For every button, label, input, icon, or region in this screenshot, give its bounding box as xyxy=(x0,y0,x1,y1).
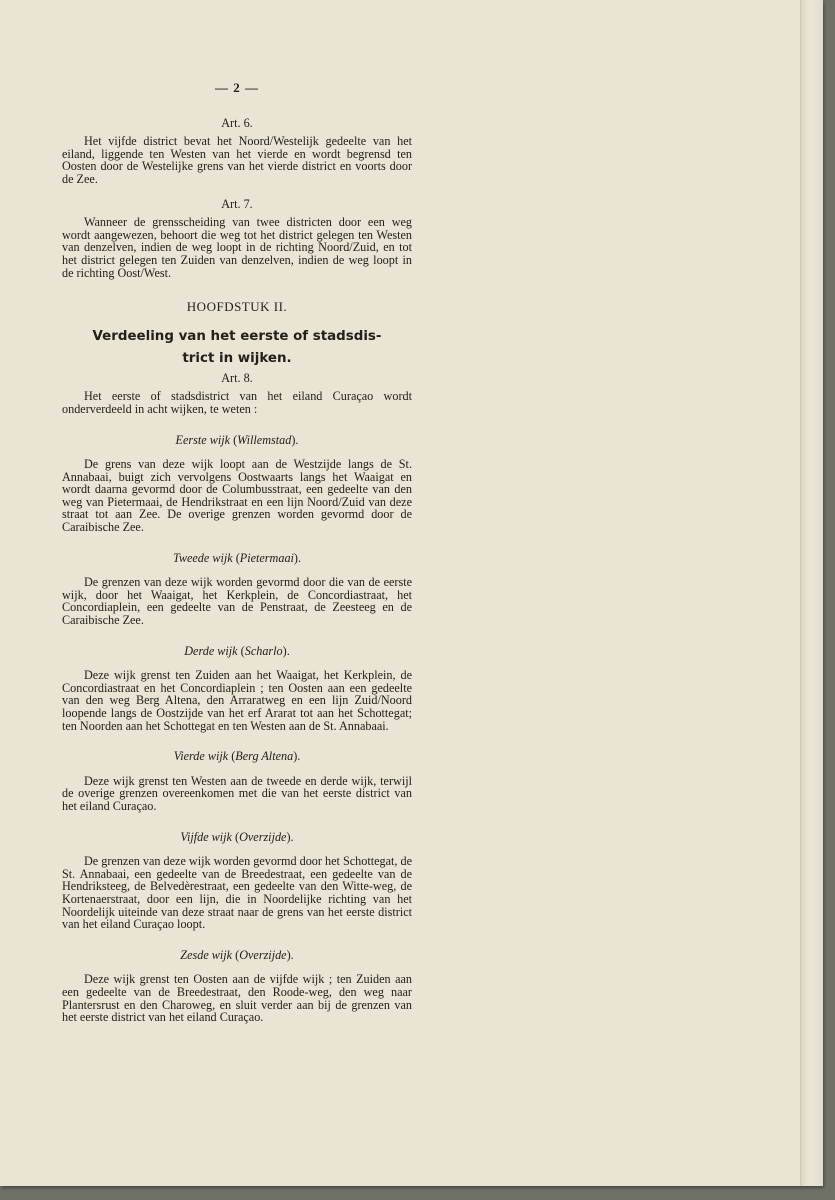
wijk-place: Berg Altena xyxy=(235,749,294,764)
article-7-text: Wanneer de grensscheiding van twee districten door een weg wordt aangewezen, behoort die weg tot het district gelegen ten Westen van denzelven, indien de weg loopt in de richting Noord/Zuid, en tot het district gelegen ten Zuiden van denzelven, indien de weg loopt in de richting Oost/West. xyxy=(62,215,412,280)
wijk-name: Vijfde wijk xyxy=(180,829,232,844)
binding-strip xyxy=(800,0,823,1186)
wijk-text: Deze wijk grenst ten Zuiden aan het Waaigat, het Kerkplein, de Concordiastraat en het Concordiaplein ; ten Oosten aan een gedeelte van den weg Berg Altena, den Arraratweg en een lijn Zuid/Noord loopende langs de Oostzijde van het erf Ararat tot aan het Schottegat; ten Noorden aan het Schottegat en ten Westen aan de St. Annabaai. xyxy=(62,668,412,733)
wijk-text: De grenzen van deze wijk worden gevormd door die van de eerste wijk, door het Waaigat, het Kerkplein, de Concordiastraat, het Concordiaplein, een gedeelte van de Penstraat, de Zeesteeg en de Caraibische Zee. xyxy=(62,575,412,628)
wijk-heading: Zesde wijk (Overzijde). xyxy=(180,947,294,962)
wijk-heading: Eerste wijk (Willemstad). xyxy=(175,432,299,447)
wijk-place: Willemstad xyxy=(237,432,292,447)
chapter-heading-line-1: Verdeeling van het eerste of stadsdis- xyxy=(92,328,382,344)
chapter-title: HOOFDSTUK II. xyxy=(186,299,288,315)
article-8-text: Het eerste of stadsdistrict van het eiland Curaçao wordt onderverdeeld in acht wijken, te weten : xyxy=(62,389,412,416)
wijk-name: Zesde wijk xyxy=(180,947,233,962)
article-7-title: Art. 7. xyxy=(221,196,253,211)
wijk-heading: Tweede wijk (Pietermaai). xyxy=(172,550,302,565)
wijk-name: Vierde wijk xyxy=(173,749,229,764)
wijk-name: Derde wijk xyxy=(184,643,238,658)
wijk-place: Pietermaai xyxy=(239,550,294,565)
wijk-name: Tweede wijk xyxy=(172,550,233,565)
wijk-text: Deze wijk grenst ten Oosten aan de vijfde wijk ; ten Zuiden aan een gedeelte van de Breedestraat, den Roode-weg, den weg naar Plantersrust en den Charoweg, en sluit verder aan bij de grenzen van het eerste district van het eiland Curaçao. xyxy=(62,972,412,1025)
wijk-place: Overzijde xyxy=(239,947,287,962)
wijk-heading: Vijfde wijk (Overzijde). xyxy=(180,829,294,844)
article-6-text: Het vijfde district bevat het Noord/Westelijk gedeelte van het eiland, liggende ten Westen van het vierde en wordt begrensd ten Oosten door de Westelijke grens van het vierde district en voorts door de Zee. xyxy=(62,134,412,186)
wijk-place: Overzijde xyxy=(239,829,287,844)
chapter-heading-line-2: trict in wijken. xyxy=(182,350,292,366)
wijk-name: Eerste wijk xyxy=(175,432,231,447)
page-number: — 2 — xyxy=(215,80,259,95)
article-8-title: Art. 8. xyxy=(221,370,253,385)
wijk-heading: Derde wijk (Scharlo). xyxy=(184,643,290,658)
page-content xyxy=(62,82,412,1036)
chapter-heading xyxy=(62,326,412,370)
wijk-text: Deze wijk grenst ten Westen aan de tweede en derde wijk, terwijl de overige grenzen overeenkomen met die van het eerste district van het eiland Curaçao. xyxy=(62,773,412,813)
wijk-text: De grens van deze wijk loopt aan de Westzijde langs de St. Annabaai, buigt zich vervolgens Oostwaarts langs het Waaigat en wordt daarna gevormd door de Columbusstraat, een gedeelte van den weg van Pietermaai, de Hendrikstraat en een lijn Noord/Zuid van deze straat tot aan Zee. De overige grenzen worden gevormd door de Caraibische Zee. xyxy=(62,457,412,535)
wijk-place: Scharlo xyxy=(244,643,283,658)
article-6-title: Art. 6. xyxy=(221,115,253,130)
wijk-text: De grenzen van deze wijk worden gevormd door het Schottegat, de St. Annabaai, een gedeelte van de Breedestraat, een gedeelte van de Hendriksteeg, de Belvedèrestraat, een gedeelte van den Witte-weg, de Kortenaerstraat, door een lijn, die in Noordelijke richting van het Noordelijk uiteinde van deze straat naar de grens van het eerste district van het eiland Curaçao loopt. xyxy=(62,854,412,932)
wijk-heading: Vierde wijk (Berg Altena). xyxy=(173,749,301,764)
